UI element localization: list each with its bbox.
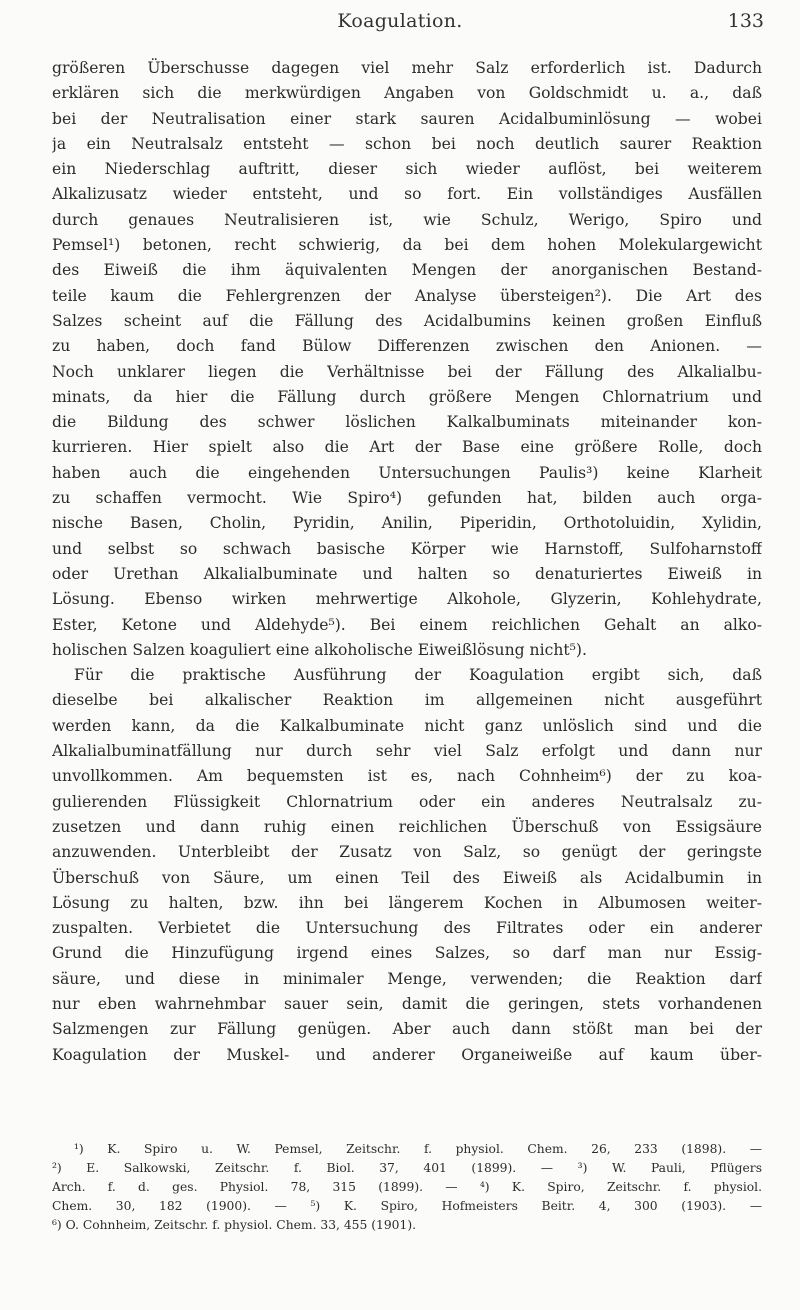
body-line: Pemsel¹) betonen, recht schwierig, da bei dem hohen Molekulargewicht xyxy=(52,236,762,255)
footnote-line: Arch. f. d. ges. Physiol. 78, 315 (1899). — ⁴) K. Spiro, Zeitschr. f. physiol. xyxy=(52,1180,762,1194)
body-line: zusetzen und dann ruhig einen reichlichen Überschuß von Essigsäure xyxy=(52,817,762,836)
body-line: Grund die Hinzufügung irgend eines Salzes, so darf man nur Essig- xyxy=(52,944,762,963)
body-line: erklären sich die merkwürdigen Angaben von Goldschmidt u. a., daß xyxy=(52,84,762,103)
body-line: Koagulation der Muskel- und anderer Organeiweiße auf kaum über- xyxy=(52,1045,762,1064)
body-line: haben auch die eingehenden Untersuchungen Paulis³) keine Klarheit xyxy=(52,463,762,482)
body-line: werden kann, da die Kalkalbuminate nicht ganz unlöslich sind und die xyxy=(52,716,762,735)
body-line: ja ein Neutralsalz entsteht — schon bei noch deutlich saurer Reaktion xyxy=(52,134,762,153)
footnote-line: Chem. 30, 182 (1900). — ⁵) K. Spiro, Hofmeisters Beitr. 4, 300 (1903). — xyxy=(52,1199,762,1213)
body-line: unvollkommen. Am bequemsten ist es, nach Cohnheim⁶) der zu koa- xyxy=(52,767,762,786)
body-line: gulierenden Flüssigkeit Chlornatrium oder ein anderes Neutralsalz zu- xyxy=(52,792,762,811)
body-line: anzuwenden. Unterbleibt der Zusatz von Salz, so genügt der geringste xyxy=(52,843,762,862)
body-line: Lösung. Ebenso wirken mehrwertige Alkohole, Glyzerin, Kohlehydrate, xyxy=(52,590,762,609)
body-line: bei der Neutralisation einer stark sauren Acidalbuminlösung — wobei xyxy=(52,109,762,128)
body-line: und selbst so schwach basische Körper wie Harnstoff, Sulfoharnstoff xyxy=(52,539,762,558)
body-line: holischen Salzen koaguliert eine alkoholische Eiweißlösung nicht⁵). xyxy=(52,640,587,659)
body-line: größeren Überschusse dagegen viel mehr Salz erforderlich ist. Dadurch xyxy=(52,59,762,77)
body-line: zu schaffen vermocht. Wie Spiro⁴) gefunden hat, bilden auch orga- xyxy=(52,489,762,508)
body-line: zuspalten. Verbietet die Untersuchung des Filtrates oder ein anderer xyxy=(52,919,762,938)
body-line: dieselbe bei alkalischer Reaktion im allgemeinen nicht ausgeführt xyxy=(52,691,762,710)
page-number: 133 xyxy=(727,10,764,32)
body-line: ein Niederschlag auftritt, dieser sich wieder auflöst, bei weiterem xyxy=(52,160,762,179)
body-text xyxy=(52,56,762,1068)
body-line: Lösung zu halten, bzw. ihn bei längerem Kochen in Albumosen weiter- xyxy=(52,893,762,912)
body-line: oder Urethan Alkalialbuminate und halten so denaturiertes Eiweiß in xyxy=(52,564,762,583)
body-line: Salzes scheint auf die Fällung des Acidalbumins keinen großen Einfluß xyxy=(52,311,762,330)
body-line: säure, und diese in minimaler Menge, verwenden; die Reaktion darf xyxy=(52,969,762,988)
footnote-line: ²) E. Salkowski, Zeitschr. f. Biol. 37, 401 (1899). — ³) W. Pauli, Pflügers xyxy=(52,1161,762,1175)
footnotes xyxy=(52,1140,762,1235)
running-title: Koagulation. xyxy=(337,10,463,32)
body-line: nur eben wahrnehmbar sauer sein, damit die geringen, stets vorhandenen xyxy=(52,994,762,1013)
body-line: Salzmengen zur Fällung genügen. Aber auch dann stößt man bei der xyxy=(52,1020,762,1039)
body-line: nische Basen, Cholin, Pyridin, Anilin, Piperidin, Orthotoluidin, Xylidin, xyxy=(52,514,762,533)
body-line: zu haben, doch fand Bülow Differenzen zwischen den Anionen. — xyxy=(52,337,762,356)
body-line: Alkalizusatz wieder entsteht, und so fort. Ein vollständiges Ausfällen xyxy=(52,185,762,204)
body-line: kurrieren. Hier spielt also die Art der Base eine größere Rolle, doch xyxy=(52,438,762,457)
body-line: Ester, Ketone und Aldehyde⁵). Bei einem reichlichen Gehalt an alko- xyxy=(52,615,762,634)
body-line: durch genaues Neutralisieren ist, wie Schulz, Werigo, Spiro und xyxy=(52,210,762,229)
body-line: Noch unklarer liegen die Verhältnisse bei der Fällung des Alkalialbu- xyxy=(52,362,762,381)
footnote-line: ⁶) O. Cohnheim, Zeitschr. f. physiol. Chem. 33, 455 (1901). xyxy=(52,1218,417,1232)
body-line: Alkalialbuminatfällung nur durch sehr viel Salz erfolgt und dann nur xyxy=(52,742,762,761)
body-line: des Eiweiß die ihm äquivalenten Mengen der anorganischen Bestand- xyxy=(52,261,762,280)
body-line: minats, da hier die Fällung durch größere Mengen Chlornatrium und xyxy=(52,387,762,406)
footnote-line: ¹) K. Spiro u. W. Pemsel, Zeitschr. f. physiol. Chem. 26, 233 (1898). — xyxy=(74,1142,762,1156)
body-line: Überschuß von Säure, um einen Teil des Eiweiß als Acidalbumin in xyxy=(52,868,762,887)
body-line: Für die praktische Ausführung der Koagulation ergibt sich, daß xyxy=(74,666,762,685)
running-head xyxy=(0,10,800,40)
body-line: die Bildung des schwer löslichen Kalkalbuminats miteinander kon- xyxy=(52,413,762,432)
body-line: teile kaum die Fehlergrenzen der Analyse übersteigen²). Die Art des xyxy=(52,286,762,305)
